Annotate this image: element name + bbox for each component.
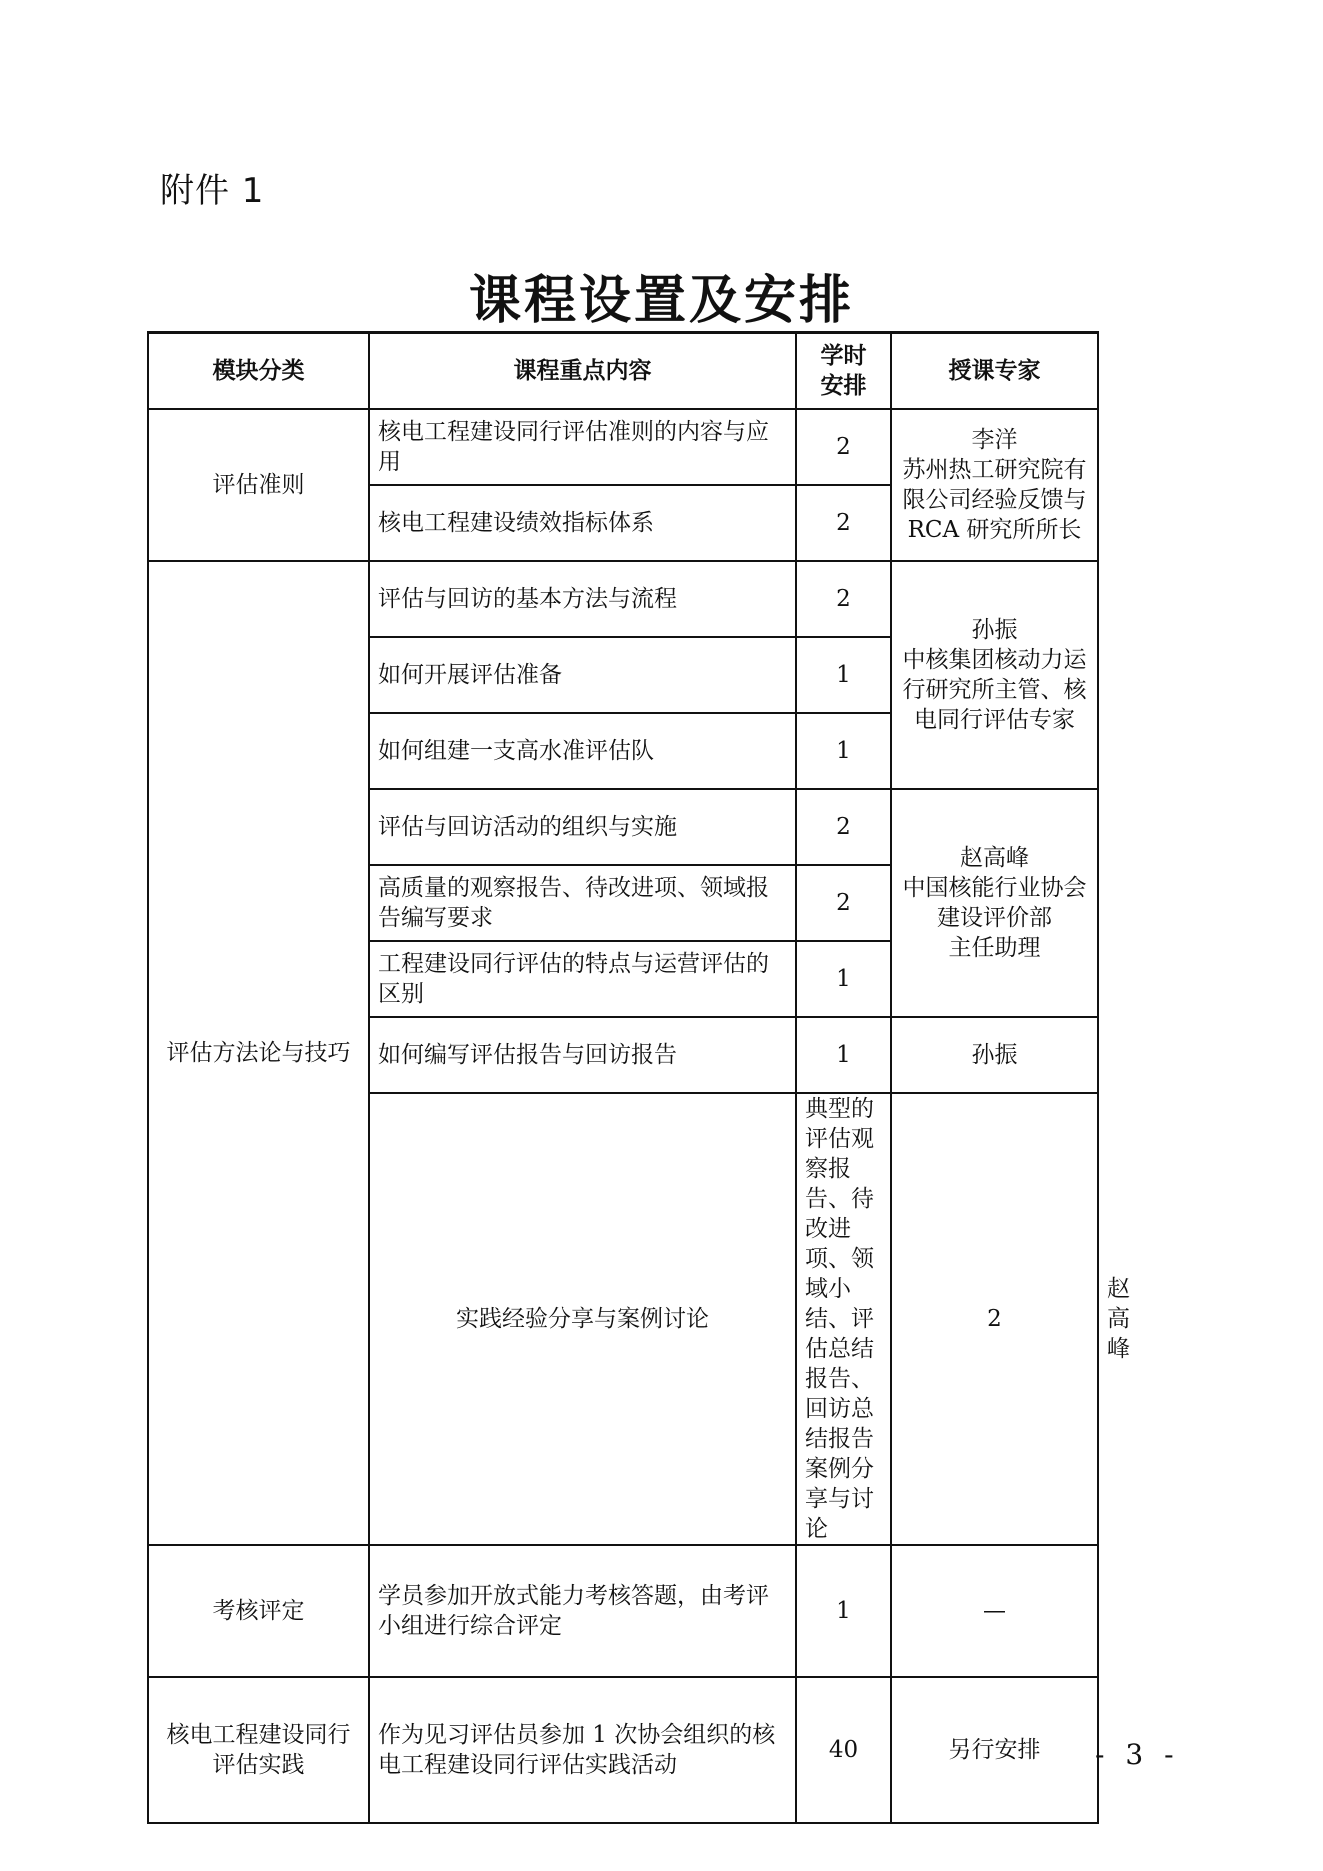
course-schedule-table bbox=[147, 331, 1130, 1824]
hours-cell: 40 bbox=[796, 1677, 891, 1823]
hours-cell: 2 bbox=[796, 865, 891, 941]
table-row: 实践经验分享与案例讨论 典型的评估观察报告、待改进项、领域小结、评估总结报告、回访总结报告案例分享与讨论 2 赵高峰 bbox=[148, 1093, 1098, 1545]
table-row bbox=[148, 1545, 1098, 1677]
module-cell: 实践经验分享与案例讨论 bbox=[369, 1093, 796, 1545]
content-cell: 评估与回访活动的组织与实施 bbox=[369, 789, 796, 865]
header-content: 课程重点内容 bbox=[369, 333, 796, 409]
module-cell: 评估方法论与技巧 bbox=[148, 561, 369, 1545]
header-module: 模块分类 bbox=[148, 333, 369, 409]
hours-cell: 1 bbox=[796, 637, 891, 713]
module-cell: 评估准则 bbox=[148, 409, 369, 561]
attachment-label: 附件 1 bbox=[160, 171, 265, 211]
hours-cell: 1 bbox=[796, 1017, 891, 1093]
content-cell: 典型的评估观察报告、待改进项、领域小结、评估总结报告、回访总结报告案例分享与讨论 bbox=[796, 1093, 891, 1545]
hours-cell: 2 bbox=[796, 485, 891, 561]
expert-cell: 孙振 中核集团核动力运行研究所主管、核电同行评估专家 bbox=[891, 561, 1098, 789]
content-cell: 高质量的观察报告、待改进项、领域报告编写要求 bbox=[369, 865, 796, 941]
hours-cell: 1 bbox=[796, 941, 891, 1017]
content-cell: 如何开展评估准备 bbox=[369, 637, 796, 713]
hours-cell: 2 bbox=[891, 1093, 1098, 1545]
module-cell: 考核评定 bbox=[148, 1545, 369, 1677]
content-cell: 评估与回访的基本方法与流程 bbox=[369, 561, 796, 637]
content-cell: 核电工程建设同行评估准则的内容与应用 bbox=[369, 409, 796, 485]
hours-cell: 1 bbox=[796, 1545, 891, 1677]
hours-cell: 1 bbox=[796, 713, 891, 789]
expert-cell: 另行安排 bbox=[891, 1677, 1098, 1823]
content-cell: 核电工程建设绩效指标体系 bbox=[369, 485, 796, 561]
hours-cell: 2 bbox=[796, 789, 891, 865]
content-cell: 如何编写评估报告与回访报告 bbox=[369, 1017, 796, 1093]
header-hours: 学时 安排 bbox=[796, 333, 891, 409]
expert-cell: 孙振 bbox=[891, 1017, 1098, 1093]
expert-cell: 赵高峰 中国核能行业协会 建设评价部 主任助理 bbox=[891, 789, 1098, 1017]
content-cell: 如何组建一支高水准评估队 bbox=[369, 713, 796, 789]
header-expert: 授课专家 bbox=[891, 333, 1098, 409]
table-header-row bbox=[148, 333, 1098, 409]
hours-cell: 2 bbox=[796, 561, 891, 637]
content-cell: 学员参加开放式能力考核答题，由考评小组进行综合评定 bbox=[369, 1545, 796, 1677]
expert-cell: 李洋 苏州热工研究院有限公司经验反馈与RCA 研究所所长 bbox=[891, 409, 1098, 561]
hours-cell: 2 bbox=[796, 409, 891, 485]
table-row bbox=[148, 561, 1098, 637]
table-row bbox=[148, 1677, 1098, 1823]
page-number: - 3 - bbox=[1095, 1738, 1180, 1771]
document-title: 课程设置及安排 bbox=[468, 270, 854, 331]
content-cell: 工程建设同行评估的特点与运营评估的区别 bbox=[369, 941, 796, 1017]
content-cell: 作为见习评估员参加 1 次协会组织的核电工程建设同行评估实践活动 bbox=[369, 1677, 796, 1823]
expert-cell: — bbox=[891, 1545, 1098, 1677]
module-cell: 核电工程建设同行 评估实践 bbox=[148, 1677, 369, 1823]
table-row bbox=[148, 409, 1098, 485]
